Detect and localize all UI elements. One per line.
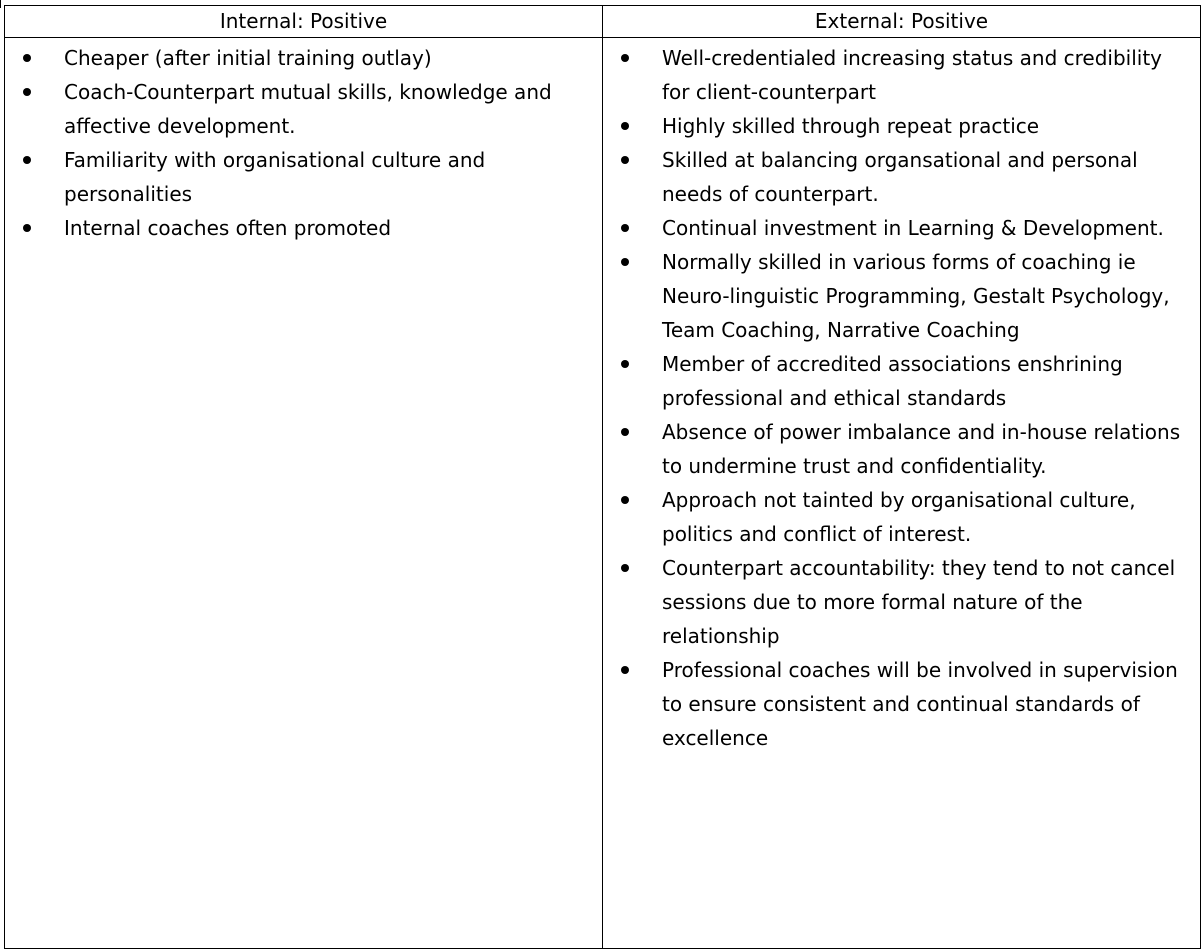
list-item: [603, 483, 1200, 551]
list-item-text: Continual investment in Learning & Development.: [662, 216, 1164, 240]
header-row: [5, 6, 1201, 38]
bullet-icon: [23, 88, 31, 96]
list-item: [603, 211, 1200, 245]
list-item-text: Internal coaches often promoted: [64, 216, 392, 240]
bullet-icon: [23, 156, 31, 164]
list-item: [603, 41, 1200, 109]
list-item-text: Member of accredited associations enshrining professional and ethical standards: [662, 352, 1123, 410]
list-item-text: Normally skilled in various forms of coaching ie Neuro-linguistic Programming, Gestalt Psychology, Team Coaching, Narrative Coaching: [662, 250, 1170, 342]
list-item-text: Coach-Counterpart mutual skills, knowledge and affective development.: [64, 80, 552, 138]
list-item: [603, 109, 1200, 143]
list-item-text: Professional coaches will be involved in supervision to ensure consistent and continual standards of excellence: [662, 658, 1178, 750]
list-item-text: Well-credentialed increasing status and credibility for client-counterpart: [662, 46, 1163, 104]
bullet-icon: [621, 564, 629, 572]
external-positive-cell: [603, 38, 1201, 949]
list-item-text: Skilled at balancing organsational and personal needs of counterpart.: [662, 148, 1138, 206]
content-row: [5, 38, 1201, 949]
bullet-icon: [621, 54, 629, 62]
header-external-positive: External: Positive: [603, 6, 1201, 38]
bullet-icon: [23, 224, 31, 232]
header-internal-positive: Internal: Positive: [5, 6, 603, 38]
list-item-text: Absence of power imbalance and in-house relations to undermine trust and confidentiality.: [662, 420, 1181, 478]
list-item: [603, 347, 1200, 415]
bullet-icon: [621, 258, 629, 266]
bullet-icon: [621, 156, 629, 164]
list-item: [5, 143, 602, 211]
list-item-text: Cheaper (after initial training outlay): [64, 46, 432, 70]
list-item: [603, 551, 1200, 653]
bullet-icon: [621, 666, 629, 674]
bullet-icon: [621, 122, 629, 130]
list-item-text: Counterpart accountability: they tend to not cancel sessions due to more formal nature of the relationship: [662, 556, 1176, 648]
list-item: [603, 653, 1200, 755]
comparison-table: [4, 5, 1201, 949]
list-item: [603, 415, 1200, 483]
list-item: [5, 41, 602, 75]
list-item: [603, 143, 1200, 211]
list-item-text: Approach not tainted by organisational culture, politics and conflict of interest.: [662, 488, 1136, 546]
list-item: [5, 75, 602, 143]
bullet-icon: [621, 224, 629, 232]
list-item-text: Familiarity with organisational culture and personalities: [64, 148, 486, 206]
bullet-icon: [621, 360, 629, 368]
list-item: [5, 211, 602, 245]
page-edge-mark: [0, 0, 1, 8]
bullet-icon: [23, 54, 31, 62]
external-positive-list: [603, 38, 1200, 755]
bullet-icon: [621, 428, 629, 436]
bullet-icon: [621, 496, 629, 504]
list-item: [603, 245, 1200, 347]
internal-positive-cell: [5, 38, 603, 949]
list-item-text: Highly skilled through repeat practice: [662, 114, 1040, 138]
internal-positive-list: [5, 38, 602, 245]
